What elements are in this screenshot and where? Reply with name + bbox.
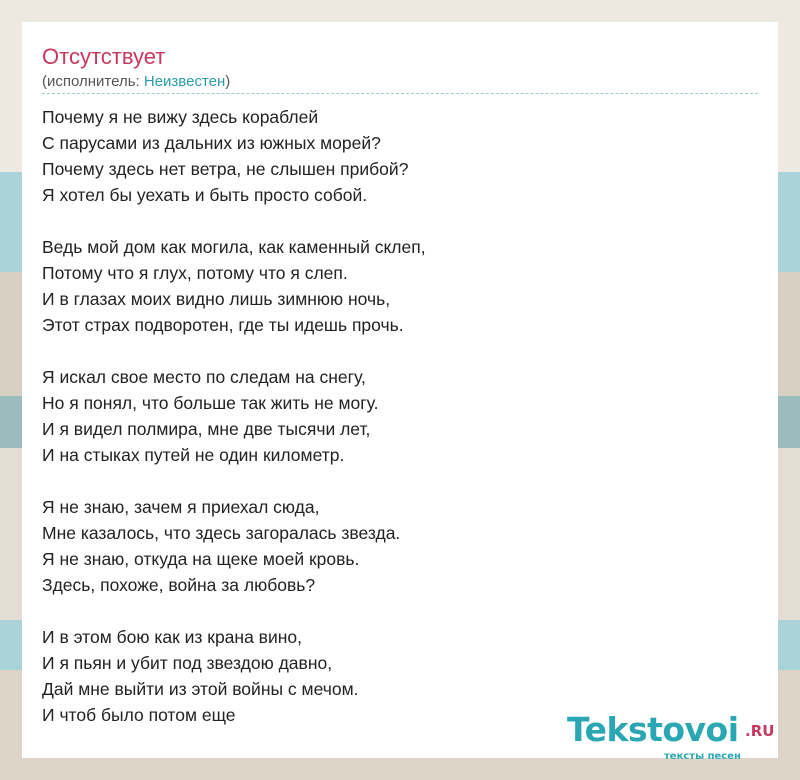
lyrics-line: Но я понял, что больше так жить не могу. <box>42 393 379 413</box>
lyrics-line: С парусами из дальних из южных морей? <box>42 133 381 153</box>
lyrics-line: Почему я не вижу здесь кораблей <box>42 107 319 127</box>
lyrics-line: Я не знаю, откуда на щеке моей кровь. <box>42 549 360 569</box>
lyrics-line: И в глазах моих видно лишь зимнюю ночь, <box>42 289 391 309</box>
song-title: Отсутствует <box>42 44 166 69</box>
lyrics-line: Здесь, похоже, война за любовь? <box>42 575 316 595</box>
lyrics-line: Дай мне выйти из этой войны с мечом. <box>42 679 359 699</box>
lyrics-stanza <box>42 364 758 468</box>
lyrics-line: Потому что я глух, потому что я слеп. <box>42 263 348 283</box>
lyrics-card <box>22 22 778 762</box>
lyrics-line: Я не знаю, зачем я приехал сюда, <box>42 497 320 517</box>
title-divider <box>42 93 758 94</box>
lyrics-stanza <box>42 104 758 208</box>
logo-tld: .RU <box>745 722 775 740</box>
logo-wordmark: Tekstovoi <box>567 710 739 749</box>
lyrics-line: Я искал свое место по следам на снегу, <box>42 367 366 387</box>
artist-prefix: (исполнитель: <box>42 73 144 90</box>
artist-link[interactable]: Неизвестен <box>143 73 226 90</box>
lyrics-line: И я видел полмира, мне две тысячи лет, <box>42 419 371 439</box>
lyrics-line: И в этом бою как из крана вино, <box>42 627 302 647</box>
logo-tagline: тексты песен <box>664 751 741 762</box>
lyrics-line: Почему здесь нет ветра, не слышен прибой? <box>42 159 409 179</box>
lyrics-line: Этот страх подворотен, где ты идешь прочь. <box>42 315 404 335</box>
artist-suffix: ) <box>225 73 231 90</box>
lyrics-stanza <box>42 494 758 598</box>
lyrics-line: И я пьян и убит под звездою давно, <box>42 653 333 673</box>
lyrics-line: Ведь мой дом как могила, как каменный склеп, <box>42 237 426 257</box>
lyrics-stanza <box>42 234 758 338</box>
lyrics-line: Я хотел бы уехать и быть просто собой. <box>42 185 368 205</box>
lyrics-line: И чтоб было потом еще <box>42 705 236 725</box>
site-logo[interactable] <box>567 710 782 760</box>
lyrics-line: И на стыках путей не один километр. <box>42 445 345 465</box>
lyrics-text <box>42 104 758 728</box>
artist-line <box>42 73 230 90</box>
lyrics-line: Мне казалось, что здесь загоралась звезда. <box>42 523 401 543</box>
